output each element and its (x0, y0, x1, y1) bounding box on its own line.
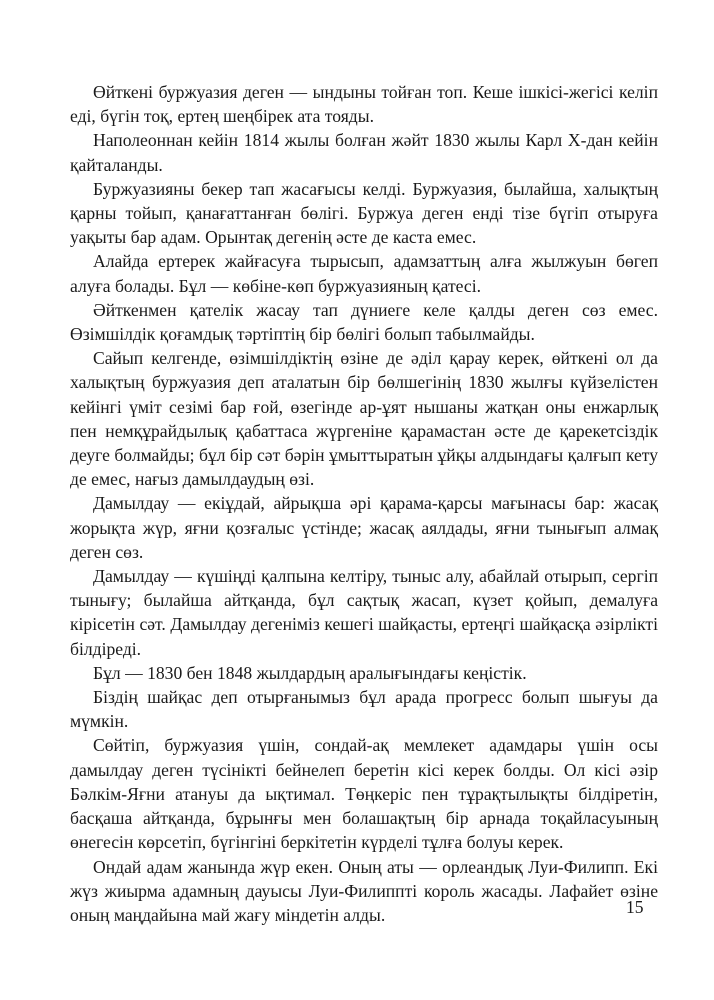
paragraph: Сөйтіп, буржуазия үшін, сондай-ақ мемлекет адамдары үшін осы дамылдау деген түсінікті бейнелеп беретін кісі керек болды. Ол кісі әзір Бәлкім-Яғни атануы да ықтимал. Төңкеріс пен тұрақтылықты білдіретін, басқаша айтқанда, бұрынғы мен болашақтың бір арнада тоқайласуының өнегесін көрсетіп, бүгінгіні беркітетін күрделі тұлға болуы керек. (70, 735, 658, 853)
paragraph: Дамылдау — екіұдай, айрықша әрі қарама-қарсы мағынасы бар: жасақ жорықта жүр, яғни қозғалыс үстінде; жасақ аялдады, яғни тынығып алмақ деген сөз. (70, 493, 658, 562)
page-number: 15 (626, 897, 644, 917)
paragraph: Сайып келгенде, өзімшілдіктің өзіне де әділ қарау керек, өйткені ол да халықтың буржуазия деп аталатын бір бөлшегінің 1830 жылғы күйзелістен кейінгі үміт сезімі бар ғой, өзегінде ар-ұят нышаны жатқан оны енжарлық пен немқұрайдылық қабаттаса жүргеніне қарамастан әсте де қарекетсіздік деуге болмайды; бұл бір сәт бәрін ұмыттыратын ұйқы алдындағы қалғып кету де емес, нағыз дамылдаудың өзі. (70, 348, 658, 490)
paragraph: Дамылдау — күшіңді қалпына келтіру, тыныс алу, абайлай отырып, сергіп тынығу; былайша айтқанда, бұл сақтық жасап, күзет қойып, демалуға кірісетін сәт. Дамылдау дегеніміз кешегі шайқасты, ертеңгі шайқасқа әзірлікті білдіреді. (70, 566, 658, 659)
paragraph: Бұл — 1830 бен 1848 жылдардың аралығындағы кеңістік. (93, 662, 527, 683)
paragraph: Ондай адам жанында жүр екен. Оның аты — орлеандық Луи-Филипп. Екі жүз жиырма адамның дауысы Луи-Филиппті король жасады. Лафайет өзіне оның маңдайына май жағу міндетін алды. (70, 856, 658, 925)
paragraph: Алайда ертерек жайғасуға тырысып, адамзаттың алға жылжуын бөгеп алуға болады. Бұл — көбіне-көп буржуазияның қатесі. (70, 251, 658, 296)
paragraph: Өйткені буржуазия деген — ындыны тойған топ. Кеше ішкісі-жегісі келіп еді, бүгін тоқ, ертең шеңбірек ата тояды. (70, 82, 658, 127)
paragraph: Буржуазияны бекер тап жасағысы келді. Буржуазия, былайша, халықтың қарны тойып, қанағаттанған бөлігі. Буржуа деген енді тізе бүгіп отыруға уақыты бар адам. Орынтақ дегенің әсте де каста емес. (70, 178, 658, 248)
page-body (70, 80, 658, 927)
paragraph: Әйткенмен қателік жасау тап дүниеге келе қалды деген сөз емес. Өзімшілдік қоғамдық тәртіптің бір бөлігі болып табылмайды. (70, 299, 658, 345)
paragraph: Наполеоннан кейін 1814 жылы болған жәйт 1830 жылы Карл X-дан кейін қайталанды. (70, 130, 658, 175)
paragraph: Біздің шайқас деп отырғанымыз бұл арада прогресс болып шығуы да мүмкін. (70, 687, 658, 732)
